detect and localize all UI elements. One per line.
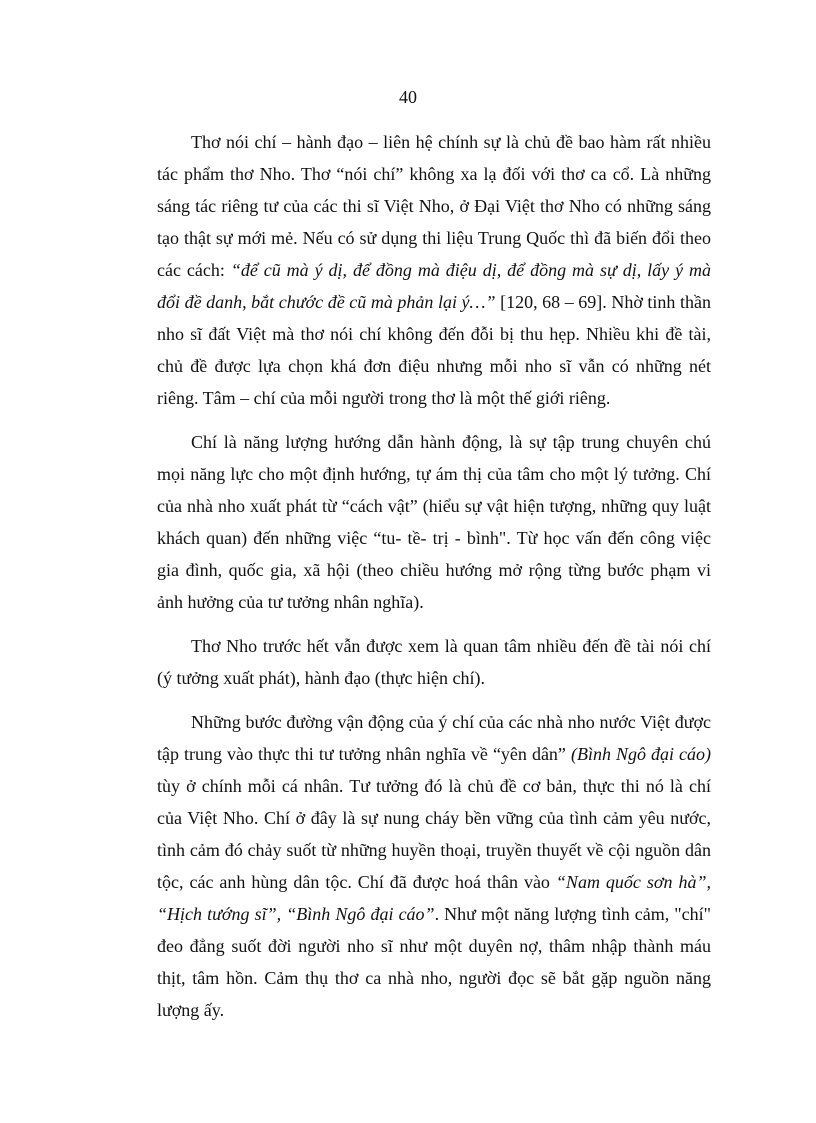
paragraph-4-work-title-1: (Bình Ngô đại cáo) [570,744,711,764]
paragraph-1 [157,126,711,414]
paragraph-4-text-2: tùy ở chính mỗi cá nhân. Tư tưởng đó là chủ đề cơ bản, thực thi nó là chí của Việt Nho. Chí ở đây là sự nung cháy bền vững của tình cảm yêu nước, tình cảm đó chảy suốt từ những huyền thoại, truyền thuyết về cội nguồn dân tộc, các anh hùng dân tộc. Chí đã được hoá thân vào [157,776,711,892]
paragraph-2 [157,426,711,618]
paragraph-3 [157,630,711,694]
body-text [157,126,711,1026]
paragraph-3-text: Thơ Nho trước hết vẫn được xem là quan tâm nhiều đến đề tài nói chí (ý tưởng xuất phát), hành đạo (thực hiện chí). [157,636,711,688]
paragraph-1-quote: “để cũ mà ý dị, để đồng mà điệu dị, để đồng mà sự dị, lấy ý mà đổi đề danh, bắt chước đề cũ mà phản lại ý…” [157,260,711,312]
paragraph-4-text-3: . Như một năng lượng tình cảm, "chí" đeo đẳng suốt đời người nho sĩ như một duyên nợ, thâm nhập thành máu thịt, tâm hồn. Cảm thụ thơ ca nhà nho, người đọc sẽ bắt gặp nguồn năng lượng ấy. [157,904,711,1020]
page-number: 40 [399,87,417,107]
paragraph-1-text-2: [120, 68 – 69]. Nhờ tinh thần nho sĩ đất Việt mà thơ nói chí không đến đỗi bị thu hẹp. Nhiều khi đề tài, chủ đề được lựa chọn khá đơn điệu nhưng mỗi nho sĩ vẫn có những nét riêng. Tâm – chí của mỗi người trong thơ là một thế giới riêng. [157,292,711,408]
paragraph-1-text-1: Thơ nói chí – hành đạo – liên hệ chính sự là chủ đề bao hàm rất nhiều tác phẩm thơ Nho. Thơ “nói chí” không xa lạ đối với thơ ca cổ. Là những sáng tác riêng tư của các thi sĩ Việt Nho, ở Đại Việt thơ Nho có những sáng tạo thật sự mới mẻ. Nếu có sử dụng thi liệu Trung Quốc thì đã biến đổi theo các cách: [157,132,711,280]
paragraph-2-text: Chí là năng lượng hướng dẫn hành động, là sự tập trung chuyên chú mọi năng lực cho một định hướng, tự ám thị của tâm cho một lý tưởng. Chí của nhà nho xuất phát từ “cách vật” (hiểu sự vật hiện tượng, những quy luật khách quan) đến những việc “tu- tề- trị - bình". Từ học vấn đến công việc gia đình, quốc gia, xã hội (theo chiều hướng mở rộng từng bước phạm vi ảnh hưởng của tư tưởng nhân nghĩa). [157,432,711,612]
paragraph-4-text-1: Những bước đường vận động của ý chí của các nhà nho nước Việt được tập trung vào thực thi tư tưởng nhân nghĩa về “yên dân” [157,712,711,764]
paragraph-4 [157,706,711,1026]
paragraph-4-work-titles: “Nam quốc sơn hà”, “Hịch tướng sĩ”, “Bình Ngô đại cáo” [157,872,711,924]
